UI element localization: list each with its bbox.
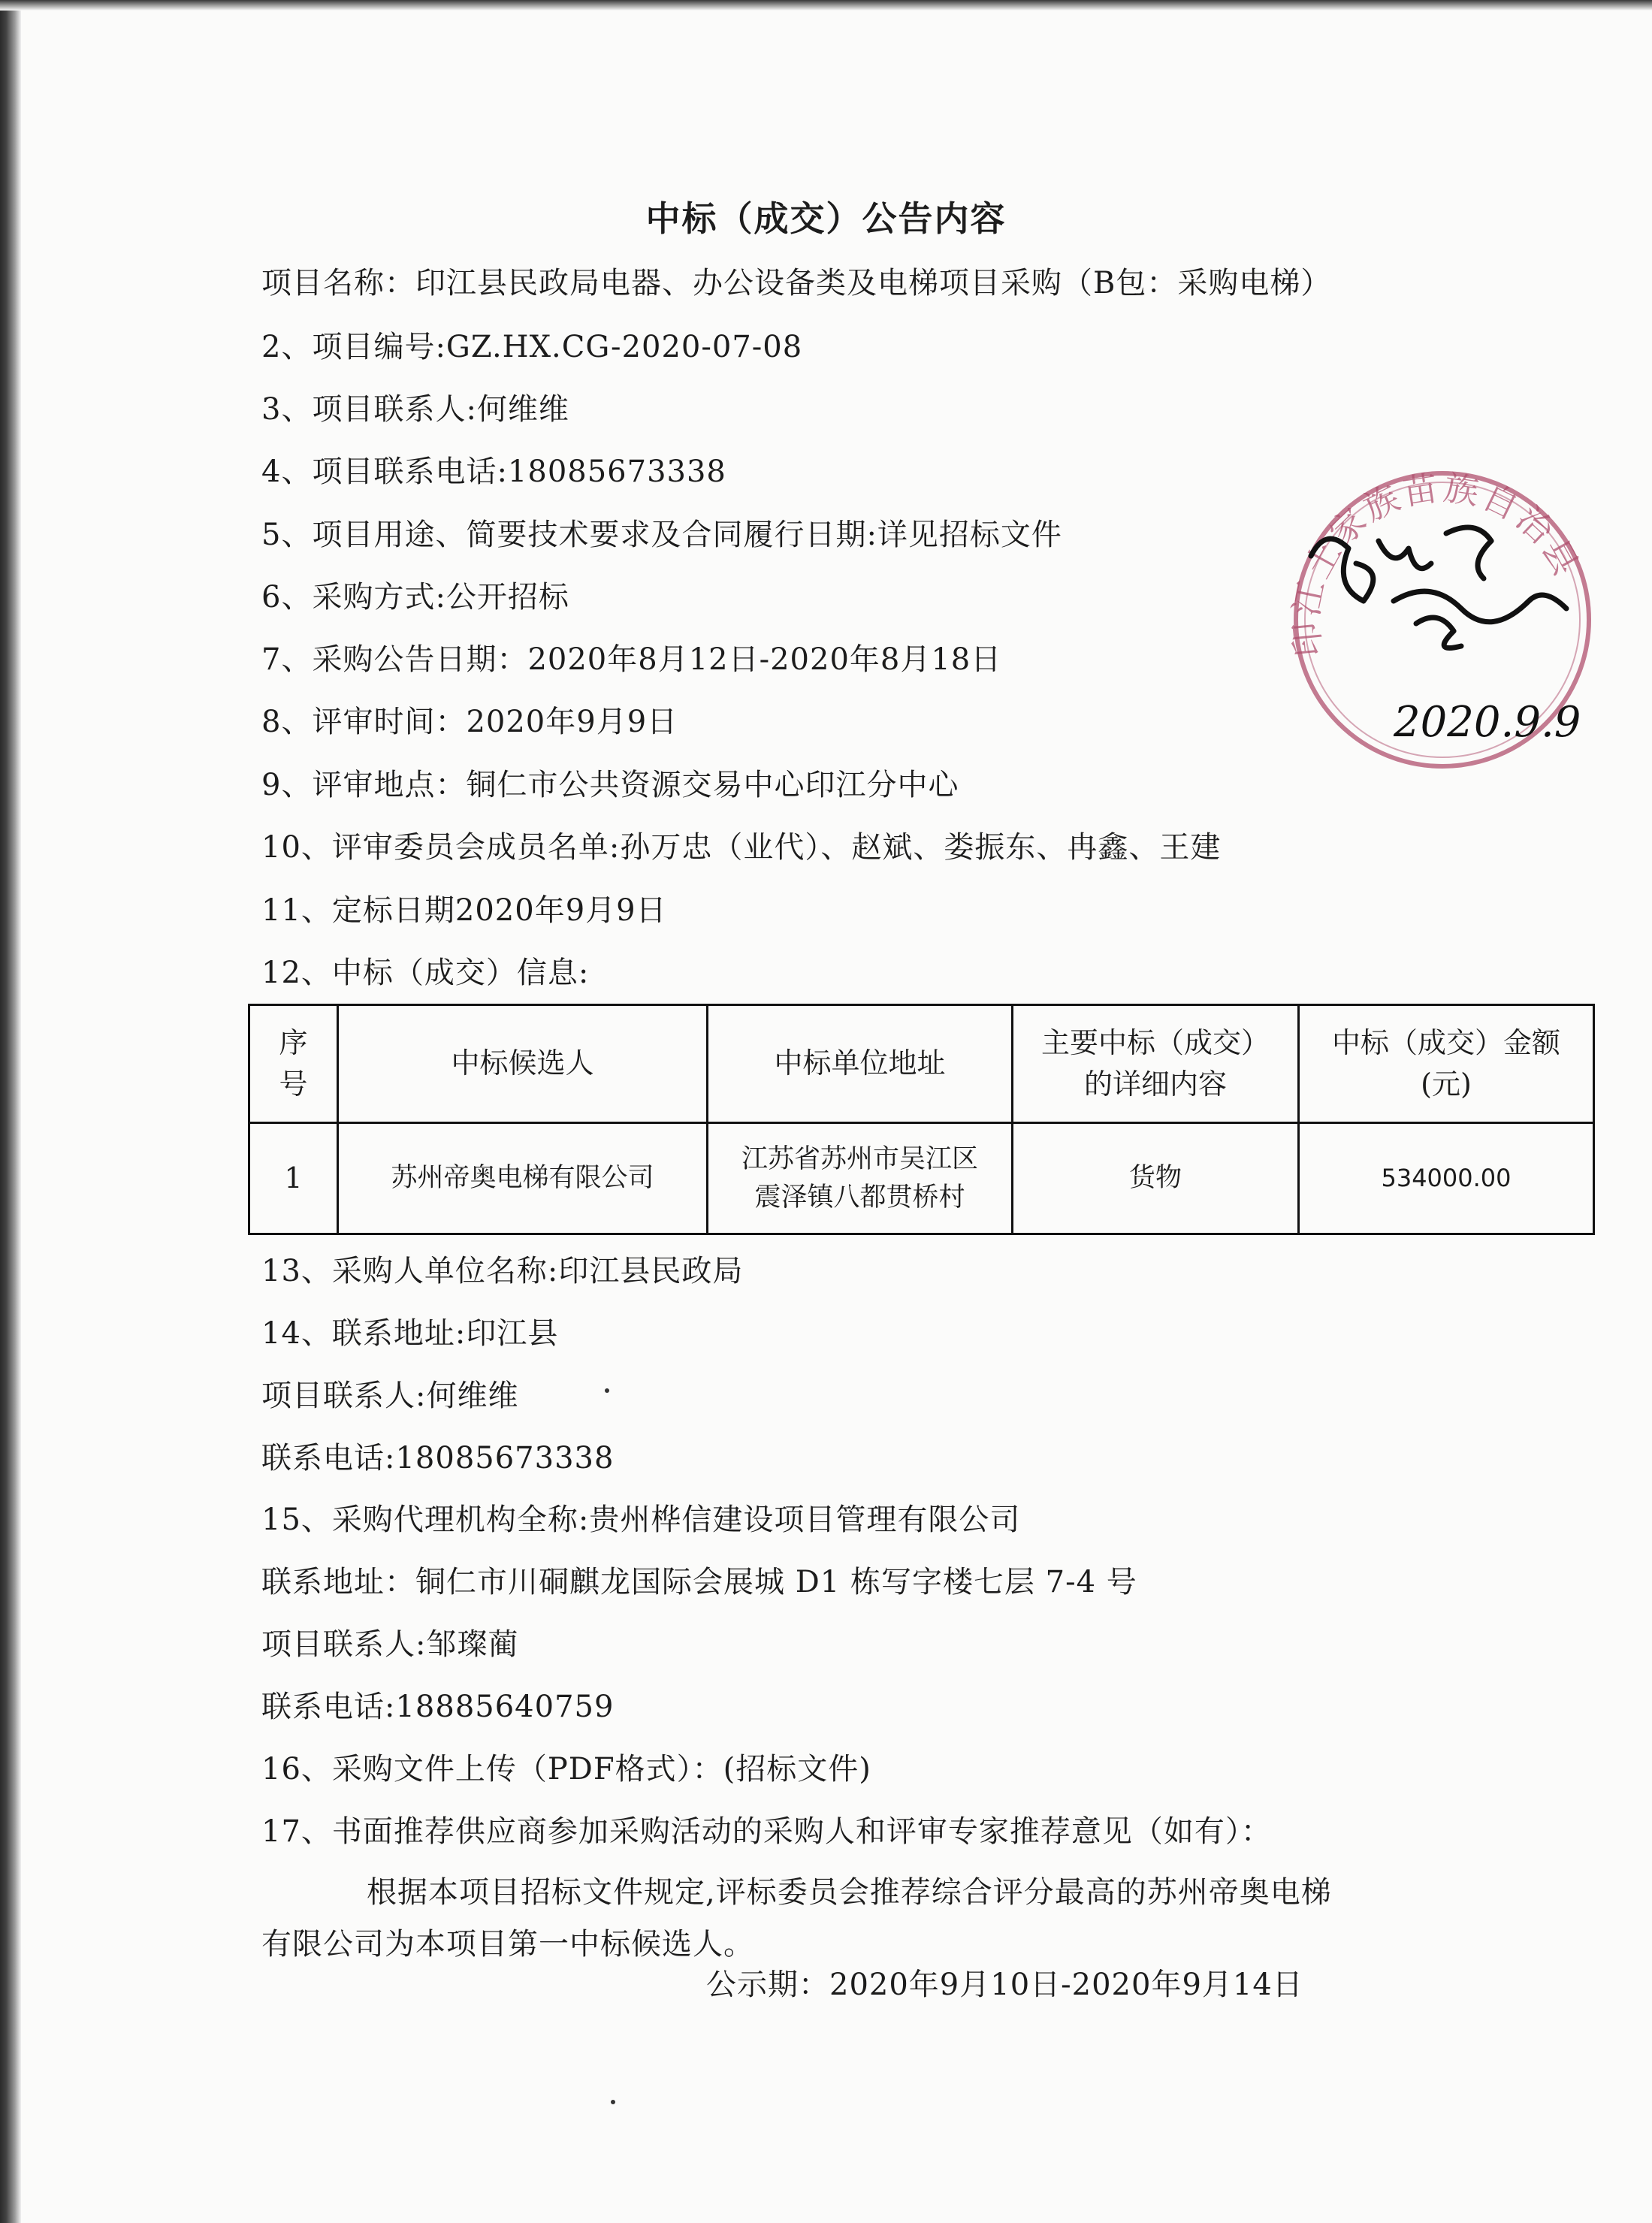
file-upload: 16、采购文件上传（PDF格式）：(招标文件) xyxy=(261,1752,871,1787)
header-seq: 序 号 xyxy=(249,1005,338,1123)
agency-name: 15、采购代理机构全称:贵州桦信建设项目管理有限公司 xyxy=(261,1503,1021,1537)
project-name: 项目名称：印江县民政局电器、办公设备类及电梯项目采购（B包：采购电梯） xyxy=(261,266,1332,301)
header-candidate: 中标候选人 xyxy=(338,1005,708,1123)
award-info-heading: 12、中标（成交）信息: xyxy=(261,956,590,990)
notice-period: 公示期：2020年9月10日-2020年9月14日 xyxy=(706,1968,1303,2002)
recommendation-text-1: 根据本项目招标文件规定,评标委员会推荐综合评分最高的苏州帝奥电梯 xyxy=(367,1875,1332,1910)
project-number: 2、项目编号:GZ.HX.CG-2020-07-08 xyxy=(261,330,803,364)
header-address: 中标单位地址 xyxy=(708,1005,1013,1123)
committee-members: 10、评审委员会成员名单:孙万忠（业代）、赵斌、娄振东、冉鑫、王建 xyxy=(261,830,1222,865)
agency-phone: 联系电话:18885640759 xyxy=(261,1690,615,1724)
svg-text:印江土家族苗族自治县 xyxy=(1285,467,1588,659)
award-table xyxy=(248,1004,1595,1235)
project-phone: 4、项目联系电话:18085673338 xyxy=(261,455,726,489)
scan-edge-left xyxy=(0,0,21,2223)
recommendation-heading: 17、书面推荐供应商参加采购活动的采购人和评审专家推荐意见（如有）： xyxy=(261,1814,1272,1849)
review-location: 9、评审地点：铜仁市公共资源交易中心印江分中心 xyxy=(261,768,959,802)
cell-seq: 1 xyxy=(249,1123,338,1234)
purchaser-phone: 联系电话:18085673338 xyxy=(261,1441,615,1475)
official-seal xyxy=(1281,458,1604,781)
announcement-date: 7、采购公告日期：2020年8月12日-2020年8月18日 xyxy=(261,642,1002,677)
award-date: 11、定标日期2020年9月9日 xyxy=(261,893,667,928)
page-title: 中标（成交）公告内容 xyxy=(645,198,1007,239)
header-amount: 中标（成交）金额 (元) xyxy=(1299,1005,1594,1123)
speck xyxy=(605,1388,609,1393)
cell-address: 江苏省苏州市吴江区 震泽镇八都贯桥村 xyxy=(708,1123,1013,1234)
agency-contact: 项目联系人:邹璨蔺 xyxy=(261,1627,519,1662)
cell-amount: 534000.00 xyxy=(1299,1123,1594,1234)
signature-date: 2020.9.9 xyxy=(1394,698,1581,747)
purchaser-name: 13、采购人单位名称:印江县民政局 xyxy=(261,1254,744,1288)
seal-text: 印江土家族苗族自治县 xyxy=(1285,467,1588,659)
header-content: 主要中标（成交） 的详细内容 xyxy=(1013,1005,1299,1123)
project-contact: 3、项目联系人:何维维 xyxy=(261,392,569,427)
cell-content: 货物 xyxy=(1013,1123,1299,1234)
speck xyxy=(611,2100,615,2104)
table-header-row xyxy=(249,1005,1594,1123)
cell-candidate: 苏州帝奥电梯有限公司 xyxy=(338,1123,708,1234)
review-time: 8、评审时间：2020年9月9日 xyxy=(261,705,678,739)
agency-address: 联系地址：铜仁市川硐麒龙国际会展城 D1 栋写字楼七层 7-4 号 xyxy=(261,1565,1137,1599)
project-purpose: 5、项目用途、简要技术要求及合同履行日期:详见招标文件 xyxy=(261,518,1062,552)
scan-edge-top xyxy=(0,0,1652,11)
recommendation-text-2: 有限公司为本项目第一中标候选人。 xyxy=(261,1927,754,1962)
purchaser-address: 14、联系地址:印江县 xyxy=(261,1316,559,1351)
purchaser-contact: 项目联系人:何维维 xyxy=(261,1379,519,1413)
procurement-method: 6、采购方式:公开招标 xyxy=(261,580,569,615)
table-row xyxy=(249,1123,1594,1234)
